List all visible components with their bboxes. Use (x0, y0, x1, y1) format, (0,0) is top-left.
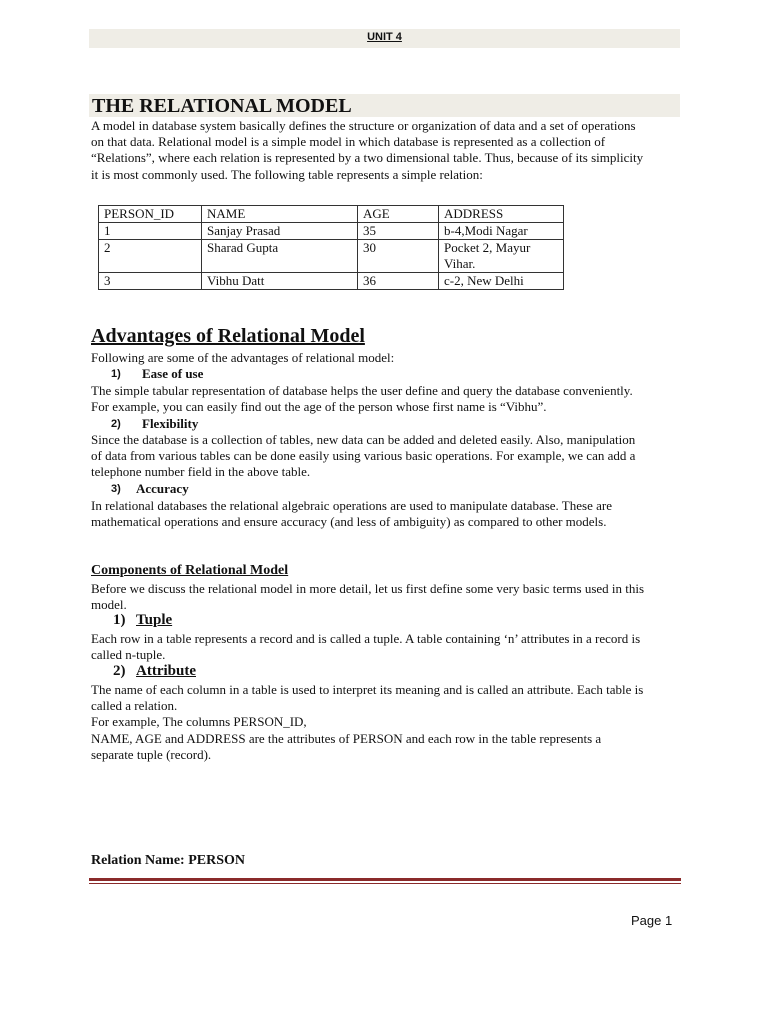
list-number: 2) (113, 663, 126, 679)
body-line: called a relation. (91, 698, 178, 714)
table-cell: Vibhu Datt (202, 273, 358, 290)
footer-rule-thin (89, 883, 681, 884)
table-cell: Sharad Gupta (202, 240, 358, 273)
advantages-heading: Advantages of Relational Model (91, 325, 365, 347)
footer-rule (89, 878, 681, 881)
body-line: For example, The columns PERSON_ID, (91, 714, 307, 730)
table-cell: 35 (358, 223, 439, 240)
table-cell: 36 (358, 273, 439, 290)
body-line: telephone number field in the above table. (91, 464, 311, 480)
table-cell: 30 (358, 240, 439, 273)
table-cell: Pocket 2, Mayur Vihar. (439, 240, 564, 273)
intro-paragraph (91, 118, 643, 183)
list-number: 2) (111, 418, 121, 430)
list-number: 1) (111, 368, 121, 380)
advantage-body (91, 383, 633, 415)
table-cell: 2 (99, 240, 202, 273)
page-title: THE RELATIONAL MODEL (92, 95, 352, 117)
person-table (98, 205, 564, 290)
advantages-intro: Following are some of the advantages of relational model: (91, 350, 395, 365)
advantage-body (91, 432, 635, 481)
body-line: Before we discuss the relational model in more detail, let us first define some very basic terms used in this (91, 581, 645, 596)
intro-line: it is most commonly used. The following table represents a simple relation: (91, 166, 483, 182)
body-line: For example, you can easily find out the age of the person whose first name is “Vibhu”. (91, 399, 547, 415)
table-row (99, 223, 564, 240)
table-header-cell: PERSON_ID (99, 206, 202, 223)
component-body (91, 631, 640, 663)
table-header-cell: ADDRESS (439, 206, 564, 223)
components-heading: Components of Relational Model (91, 563, 289, 578)
intro-line: A model in database system basically defines the structure or organization of data and a set of operations (91, 118, 636, 133)
body-line: NAME, AGE and ADDRESS are the attributes of PERSON and each row in the table represents a (91, 730, 602, 746)
table-row (99, 240, 564, 273)
body-line: The name of each column in a table is used to interpret its meaning and is called an attribute. Each table is (91, 682, 644, 697)
header-bar (89, 29, 680, 48)
table-header-cell: AGE (358, 206, 439, 223)
component-title: Tuple (136, 612, 173, 628)
body-line: called n-tuple. (91, 647, 166, 663)
body-line: In relational databases the relational algebraic operations are used to manipulate database. These are (91, 498, 612, 513)
component-title: Attribute (136, 663, 196, 679)
list-number: 3) (111, 483, 121, 495)
table-cell: Sanjay Prasad (202, 223, 358, 240)
list-number: 1) (113, 612, 126, 628)
table-cell: 1 (99, 223, 202, 240)
advantage-title: Flexibility (142, 416, 199, 431)
table-cell: b-4,Modi Nagar (439, 223, 564, 240)
advantage-title: Accuracy (136, 481, 189, 496)
body-line: The simple tabular representation of database helps the user define and query the database conveniently. (91, 383, 633, 398)
table-cell: 3 (99, 273, 202, 290)
body-line: separate tuple (record). (91, 746, 212, 762)
intro-line: on that data. Relational model is a simple model in which database is represented as a collection of (91, 134, 606, 150)
table-header-row (99, 206, 564, 223)
body-line: of data from various tables can be done easily using various basic operations. For example, we can add a (91, 448, 636, 464)
relation-name: Relation Name: PERSON (91, 853, 245, 868)
title-bar (89, 94, 680, 117)
body-line: Since the database is a collection of tables, new data can be added and deleted easily. Also, manipulation (91, 432, 636, 447)
body-line: model. (91, 597, 127, 613)
table-cell: c-2, New Delhi (439, 273, 564, 290)
table-header-cell: NAME (202, 206, 358, 223)
component-body (91, 682, 643, 763)
advantage-body (91, 498, 612, 530)
intro-line: “Relations”, where each relation is represented by a two dimensional table. Thus, because of its simplicity (91, 150, 644, 166)
table-row (99, 273, 564, 290)
components-intro (91, 581, 644, 613)
advantage-title: Ease of use (142, 366, 204, 381)
body-line: Each row in a table represents a record and is called a tuple. A table containing ‘n’ attributes in a record is (91, 631, 641, 646)
unit-label: UNIT 4 (367, 31, 402, 43)
body-line: mathematical operations and ensure accuracy (and less of ambiguity) as compared to other models. (91, 514, 607, 530)
page-number: Page 1 (631, 913, 673, 928)
